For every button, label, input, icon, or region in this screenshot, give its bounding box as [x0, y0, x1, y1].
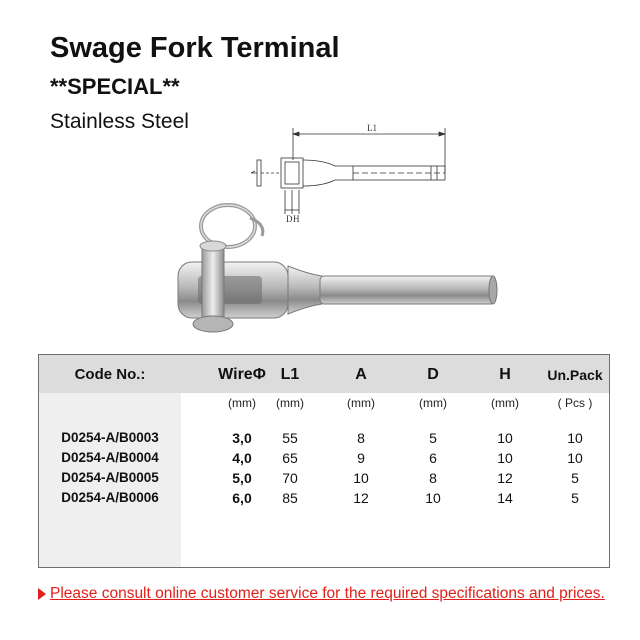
table-cell-h: 10: [497, 450, 513, 466]
table-cell-l1: 55: [282, 430, 298, 446]
dim-label-h: H: [293, 214, 300, 224]
table-cell-wire: 3,0: [232, 430, 252, 446]
dim-label-l1: L1: [367, 123, 377, 133]
dim-label-d: D: [286, 214, 293, 224]
header-l1: L1: [280, 366, 300, 383]
table-row-code: D0254-A/B0003: [61, 430, 159, 445]
table-cell-d: 8: [429, 470, 437, 486]
table-cell-h: 12: [497, 470, 513, 486]
table-row-code: D0254-A/B0005: [61, 470, 159, 485]
unit-l1: (mm): [276, 396, 304, 410]
unit-a: (mm): [347, 396, 375, 410]
header-pack: Un.Pack: [547, 367, 603, 383]
table-cell-a: 10: [353, 470, 369, 486]
spec-table: [38, 354, 610, 568]
table-cell-h: 14: [497, 490, 513, 506]
product-title: Swage Fork Terminal: [50, 32, 340, 64]
unit-d: (mm): [419, 396, 447, 410]
table-cell-a: 8: [357, 430, 365, 446]
table-cell-wire: 4,0: [232, 450, 252, 466]
unit-wire: (mm): [228, 396, 256, 410]
table-cell-a: 9: [357, 450, 365, 466]
unit-h: (mm): [491, 396, 519, 410]
play-arrow-icon: [38, 588, 46, 600]
header-h: H: [499, 366, 511, 383]
table-cell-wire: 6,0: [232, 490, 252, 506]
table-cell-pack: 5: [571, 490, 579, 506]
notice-link[interactable]: Please consult online customer service for the required specifications and prices.: [50, 585, 605, 602]
header-code: Code No.:: [74, 366, 146, 383]
table-cell-l1: 70: [282, 470, 298, 486]
table-cell-wire: 5,0: [232, 470, 252, 486]
table-row-code: D0254-A/B0004: [61, 450, 159, 465]
table-cell-d: 10: [425, 490, 441, 506]
unit-pack: ( Pcs ): [557, 396, 593, 410]
table-cell-d: 5: [429, 430, 437, 446]
product-material: Stainless Steel: [50, 110, 189, 133]
header-a: A: [355, 366, 367, 383]
table-cell-l1: 85: [282, 490, 298, 506]
product-photo: [170, 188, 500, 338]
notice[interactable]: [38, 584, 605, 604]
table-cell-a: 12: [353, 490, 369, 506]
table-cell-d: 6: [429, 450, 437, 466]
table-cell-pack: 5: [571, 470, 579, 486]
table-row-code: D0254-A/B0006: [61, 490, 159, 505]
header-wire: WireΦ: [218, 366, 266, 383]
header-d: D: [427, 366, 439, 383]
table-cell-h: 10: [497, 430, 513, 446]
table-cell-pack: 10: [567, 430, 583, 446]
table-cell-l1: 65: [282, 450, 298, 466]
table-cell-pack: 10: [567, 450, 583, 466]
product-subtitle: **SPECIAL**: [50, 74, 180, 99]
